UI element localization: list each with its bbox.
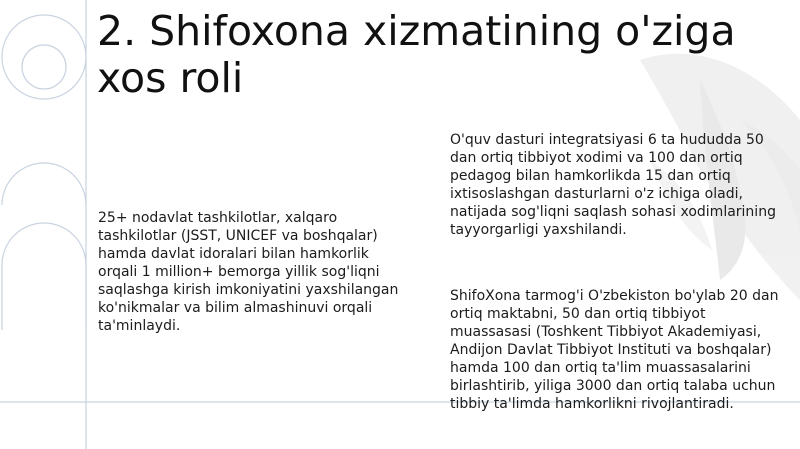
right-paragraph-1: O'quv dasturi integratsiyasi 6 ta hududda 50 dan ortiq tibbiyot xodimi va 100 dan ortiq pedagog bilan hamkorlikda 15 dan ortiq ixtisoslashgan dasturlarni o'z ichiga oladi, natijada sog'liqni saqlash sohasi xodimlarining tayyorgarligi yaxshilandi.	[450, 132, 776, 238]
left-paragraph: 25+ nodavlat tashkilotlar, xalqaro tashkilotlar (JSST, UNICEF va boshqalar) hamda davlat idoralari bilan hamkorlik orqali 1 million+ bemorga yillik sog'liqni saqlashga kirish imkoniyatini yaxshilangan ko'nikmalar va bilim almashinuvi orqali ta'minlaydi.	[98, 210, 399, 334]
right-paragraph-2: ShifoXona tarmog'i O'zbekiston bo'ylab 20 dan ortiq maktabni, 50 dan ortiq tibbiyot muassasasi (Toshkent Tibbiyot Akademiyasi, Andijon Davlat Tibbiyot Instituti va boshqalar) hamda 100 dan ortiq ta'lim muassasalarini birlashtirib, yiliga 3000 dan ortiq talaba uchun tibbiy ta'limda hamkorlikni rivojlantiradi.	[450, 288, 779, 412]
outline-arch	[2, 223, 86, 330]
outline-circle-large	[2, 15, 86, 99]
outline-circle-small	[22, 45, 66, 89]
slide-title: 2. Shifoxona xizmatining o'ziga xos roli	[97, 7, 736, 102]
outline-arch-top	[2, 163, 86, 205]
